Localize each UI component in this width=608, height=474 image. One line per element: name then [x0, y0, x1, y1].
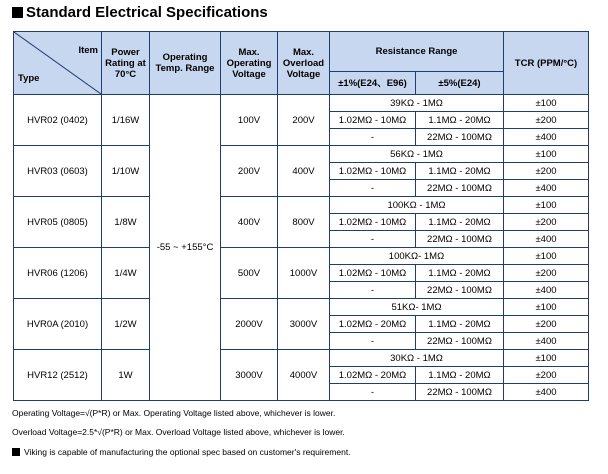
- tcr-cell: ±400: [504, 129, 589, 146]
- header-item: Item: [78, 45, 98, 56]
- tcr-cell: ±200: [504, 367, 589, 384]
- max-overload-voltage-cell: 800V: [278, 197, 330, 248]
- header-res-1pct: ±1%(E24、E96): [330, 72, 416, 95]
- resistance-1pct-cell: -: [330, 129, 416, 146]
- tcr-cell: ±400: [504, 282, 589, 299]
- header-type: Type: [18, 73, 40, 84]
- tcr-cell: ±200: [504, 265, 589, 282]
- tcr-cell: ±400: [504, 180, 589, 197]
- table-row: [14, 299, 589, 316]
- resistance-5pct-cell: 1.1MΩ - 20MΩ: [416, 316, 504, 333]
- header-temp: Operating Temp. Range: [150, 32, 221, 95]
- tcr-cell: ±200: [504, 316, 589, 333]
- header-max-ov: Max. Overload Voltage: [278, 32, 330, 95]
- resistance-5pct-cell: 22MΩ - 100MΩ: [416, 129, 504, 146]
- max-operating-voltage-cell: 200V: [221, 146, 278, 197]
- resistance-5pct-cell: 1.1MΩ - 20MΩ: [416, 112, 504, 129]
- resistance-1pct-cell: 1.02MΩ - 10MΩ: [330, 265, 416, 282]
- spec-table: [13, 31, 589, 401]
- resistance-range-cell: 100KΩ- 1MΩ: [330, 248, 504, 265]
- resistance-range-cell: 56KΩ - 1MΩ: [330, 146, 504, 163]
- resistance-5pct-cell: 1.1MΩ - 20MΩ: [416, 163, 504, 180]
- resistance-5pct-cell: 22MΩ - 100MΩ: [416, 180, 504, 197]
- power-cell: 1/8W: [102, 197, 150, 248]
- tcr-cell: ±200: [504, 163, 589, 180]
- resistance-5pct-cell: 1.1MΩ - 20MΩ: [416, 367, 504, 384]
- title-text: Standard Electrical Specifications: [26, 4, 268, 21]
- max-overload-voltage-cell: 200V: [278, 95, 330, 146]
- black-square-icon: [12, 7, 23, 18]
- type-cell: HVR03 (0603): [14, 146, 102, 197]
- type-cell: HVR12 (2512): [14, 350, 102, 401]
- temp-range-cell: -55 ~ +155°C: [150, 95, 221, 401]
- max-operating-voltage-cell: 3000V: [221, 350, 278, 401]
- note-viking-text: Viking is capable of manufacturing the optional spec based on customer's requirement.: [24, 447, 351, 457]
- resistance-1pct-cell: 1.02MΩ - 10MΩ: [330, 112, 416, 129]
- power-cell: 1/4W: [102, 248, 150, 299]
- resistance-1pct-cell: -: [330, 333, 416, 350]
- type-cell: HVR02 (0402): [14, 95, 102, 146]
- header-tcr: TCR (PPM/°C): [504, 32, 589, 95]
- note-operating-voltage: Operating Voltage=√(P*R) or Max. Operating Voltage listed above, whichever is lower.: [12, 408, 336, 418]
- header-resistance: Resistance Range: [330, 32, 504, 72]
- tcr-cell: ±100: [504, 350, 589, 367]
- table-row: [14, 350, 589, 367]
- tcr-cell: ±100: [504, 248, 589, 265]
- header-item-type: [14, 32, 102, 95]
- resistance-1pct-cell: -: [330, 282, 416, 299]
- resistance-range-cell: 30KΩ - 1MΩ: [330, 350, 504, 367]
- type-cell: HVR06 (1206): [14, 248, 102, 299]
- tcr-cell: ±100: [504, 146, 589, 163]
- resistance-1pct-cell: -: [330, 231, 416, 248]
- tcr-cell: ±100: [504, 95, 589, 112]
- black-square-icon: [12, 448, 20, 456]
- table-row: [14, 146, 589, 163]
- resistance-range-cell: 100KΩ - 1MΩ: [330, 197, 504, 214]
- max-overload-voltage-cell: 4000V: [278, 350, 330, 401]
- table-row: [14, 95, 589, 112]
- tcr-cell: ±200: [504, 214, 589, 231]
- header-power: Power Rating at 70°C: [102, 32, 150, 95]
- max-operating-voltage-cell: 400V: [221, 197, 278, 248]
- table-row: [14, 197, 589, 214]
- power-cell: 1/10W: [102, 146, 150, 197]
- resistance-1pct-cell: 1.02MΩ - 20MΩ: [330, 367, 416, 384]
- max-operating-voltage-cell: 500V: [221, 248, 278, 299]
- page-title: [12, 4, 268, 21]
- tcr-cell: ±100: [504, 299, 589, 316]
- header-max-op: Max. Operating Voltage: [221, 32, 278, 95]
- note-overload-voltage: Overload Voltage=2.5*√(P*R) or Max. Overload Voltage listed above, whichever is lower.: [12, 427, 345, 437]
- header-res-5pct: ±5%(E24): [416, 72, 504, 95]
- tcr-cell: ±400: [504, 333, 589, 350]
- max-overload-voltage-cell: 400V: [278, 146, 330, 197]
- tcr-cell: ±400: [504, 384, 589, 401]
- resistance-1pct-cell: 1.02MΩ - 10MΩ: [330, 163, 416, 180]
- resistance-1pct-cell: 1.02MΩ - 10MΩ: [330, 214, 416, 231]
- resistance-range-cell: 39KΩ - 1MΩ: [330, 95, 504, 112]
- resistance-1pct-cell: -: [330, 180, 416, 197]
- resistance-5pct-cell: 1.1MΩ - 20MΩ: [416, 265, 504, 282]
- power-cell: 1/2W: [102, 299, 150, 350]
- resistance-5pct-cell: 22MΩ - 100MΩ: [416, 231, 504, 248]
- tcr-cell: ±200: [504, 112, 589, 129]
- tcr-cell: ±100: [504, 197, 589, 214]
- resistance-5pct-cell: 22MΩ - 100MΩ: [416, 333, 504, 350]
- note-viking: [12, 447, 351, 457]
- table-row: [14, 248, 589, 265]
- resistance-5pct-cell: 22MΩ - 100MΩ: [416, 282, 504, 299]
- max-operating-voltage-cell: 2000V: [221, 299, 278, 350]
- max-overload-voltage-cell: 1000V: [278, 248, 330, 299]
- power-cell: 1W: [102, 350, 150, 401]
- type-cell: HVR05 (0805): [14, 197, 102, 248]
- resistance-5pct-cell: 1.1MΩ - 20MΩ: [416, 214, 504, 231]
- resistance-1pct-cell: -: [330, 384, 416, 401]
- resistance-5pct-cell: 22MΩ - 100MΩ: [416, 384, 504, 401]
- resistance-1pct-cell: 1.02MΩ - 20MΩ: [330, 316, 416, 333]
- power-cell: 1/16W: [102, 95, 150, 146]
- resistance-range-cell: 51KΩ- 1MΩ: [330, 299, 504, 316]
- type-cell: HVR0A (2010): [14, 299, 102, 350]
- tcr-cell: ±400: [504, 231, 589, 248]
- max-operating-voltage-cell: 100V: [221, 95, 278, 146]
- max-overload-voltage-cell: 3000V: [278, 299, 330, 350]
- diagonal-divider: [14, 32, 101, 94]
